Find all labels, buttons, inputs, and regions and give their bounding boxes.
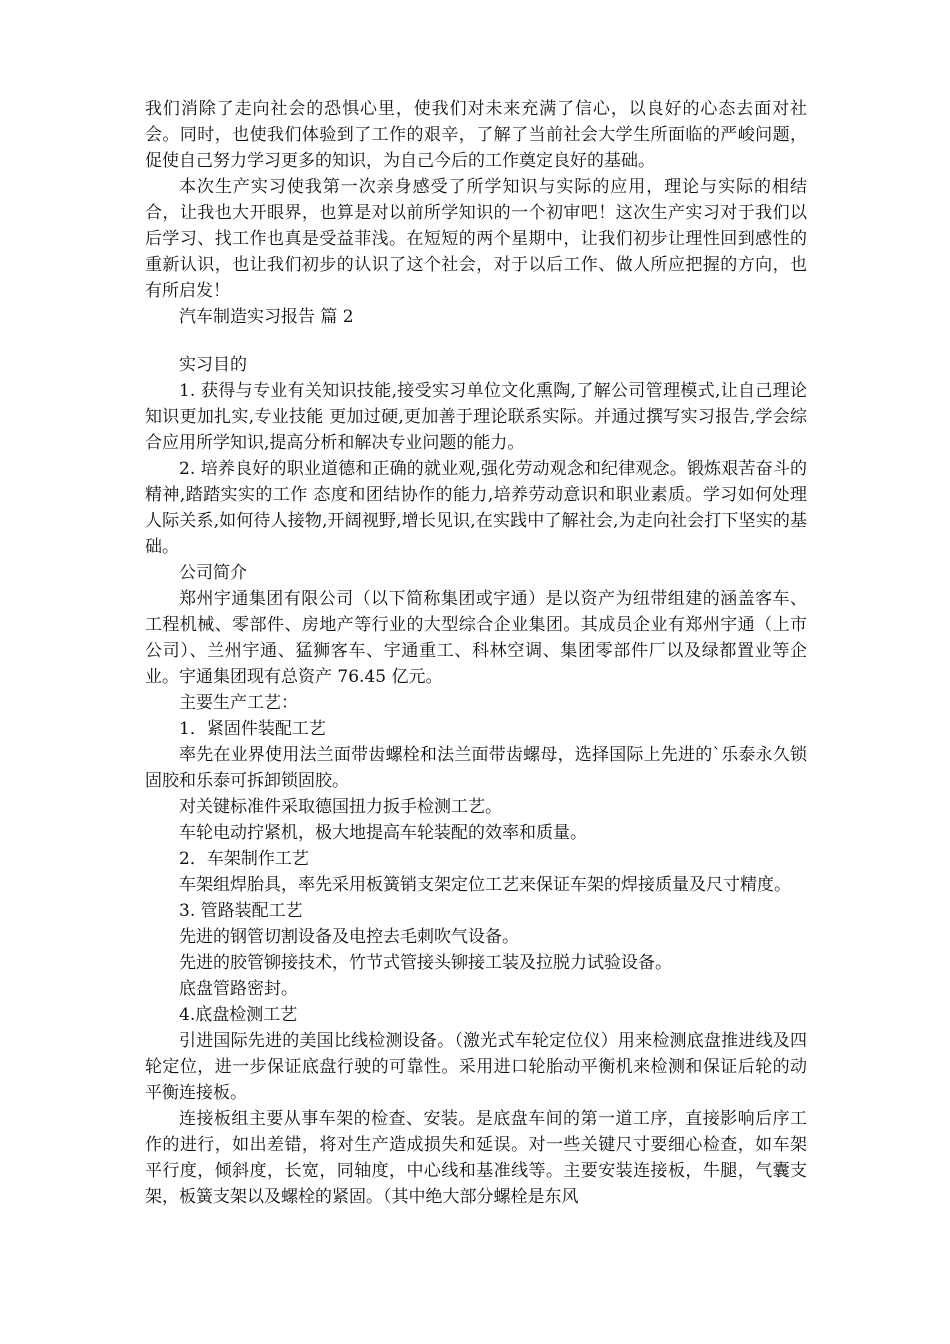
- paragraph: 2. 培养良好的职业道德和正确的就业观,强化劳动观念和纪律观念。锻炼艰苦奋斗的精神,踏踏实实的工作 态度和团结协作的能力,培养劳动意识和职业素质。学习如何处理人际关系,如何待人接物,开阔视野,增长见识,在实践中了解社会,为走向社会打下坚实的基础。: [145, 459, 807, 557]
- paragraph: 连接板组主要从事车架的检查、安装。是底盘车间的第一道工序，直接影响后序工作的进行，如出差错，将对生产造成损失和延误。对一些关键尺寸要细心检查，如车架平行度，倾斜度，长宽，同轴度，中心线和基准线等。主要安装连接板，牛腿，气囊支架，板簧支架以及螺栓的紧固。（其中绝大部分螺栓是东风: [145, 1109, 807, 1207]
- paragraph: 引进国际先进的美国比线检测设备。（激光式车轮定位仪）用来检测底盘推进线及四轮定位，进一步保证底盘行驶的可靠性。采用进口轮胎动平衡机来检测和保证后轮的动平衡连接板。: [145, 1031, 807, 1103]
- paragraph: 车轮电动拧紧机，极大地提高车轮装配的效率和质量。: [179, 823, 587, 843]
- paragraph: 1. 获得与专业有关知识技能,接受实习单位文化熏陶,了解公司管理模式,让自己理论知识更加扎实,专业技能 更加过硬,更加善于理论联系实际。并通过撰写实习报告,学会综合应用所学知识,提高分析和解决专业问题的能力。: [145, 381, 807, 453]
- paragraph: 先进的胶管铆接技术，竹节式管接头铆接工装及拉脱力试验设备。: [179, 953, 672, 973]
- paragraph: 郑州宇通集团有限公司（以下简称集团或宇通）是以资产为纽带组建的涵盖客车、工程机械、零部件、房地产等行业的大型综合企业集团。其成员企业有郑州宇通（上市公司）、兰州宇通、猛狮客车、宇通重工、科林空调、集团零部件厂以及绿都置业等企业。宇通集团现有总资产 76.45 亿元。: [145, 589, 807, 687]
- paragraph: 3. 管路装配工艺: [179, 901, 303, 921]
- paragraph: 车架组焊胎具，率先采用板簧销支架定位工艺来保证车架的焊接质量及尺寸精度。: [179, 875, 791, 895]
- paragraph: 4.底盘检测工艺: [179, 1005, 298, 1025]
- document-page: [145, 96, 807, 1210]
- paragraph: 底盘管路密封。: [179, 979, 298, 999]
- paragraph: 率先在业界使用法兰面带齿螺栓和法兰面带齿螺母，选择国际上先进的`乐泰永久锁固胶和乐泰可拆卸锁固胶。: [145, 745, 807, 791]
- paragraph: 公司简介: [179, 563, 247, 583]
- paragraph: 1．紧固件装配工艺: [179, 719, 326, 739]
- paragraph: 主要生产工艺：: [179, 693, 298, 713]
- paragraph: 汽车制造实习报告 篇 2: [179, 307, 354, 327]
- paragraph: 本次生产实习使我第一次亲身感受了所学知识与实际的应用，理论与实际的相结合，让我也大开眼界，也算是对以前所学知识的一个初审吧！这次生产实习对于我们以后学习、找工作也真是受益菲浅。在短短的两个星期中，让我们初步让理性回到感性的重新认识，也让我们初步的认识了这个社会，对于以后工作、做人所应把握的方向，也有所启发！: [145, 177, 807, 301]
- paragraph: 我们消除了走向社会的恐惧心里，使我们对未来充满了信心，以良好的心态去面对社会。同时，也使我们体验到了工作的艰辛，了解了当前社会大学生所面临的严峻问题，促使自己努力学习更多的知识，为自己今后的工作奠定良好的基础。: [145, 99, 807, 171]
- blank-line: [145, 330, 807, 352]
- paragraph: 2．车架制作工艺: [179, 849, 309, 869]
- paragraph: 对关键标准件采取德国扭力扳手检测工艺。: [179, 797, 502, 817]
- paragraph: 实习目的: [179, 355, 247, 375]
- paragraph: 先进的钢管切割设备及电控去毛刺吹气设备。: [179, 927, 519, 947]
